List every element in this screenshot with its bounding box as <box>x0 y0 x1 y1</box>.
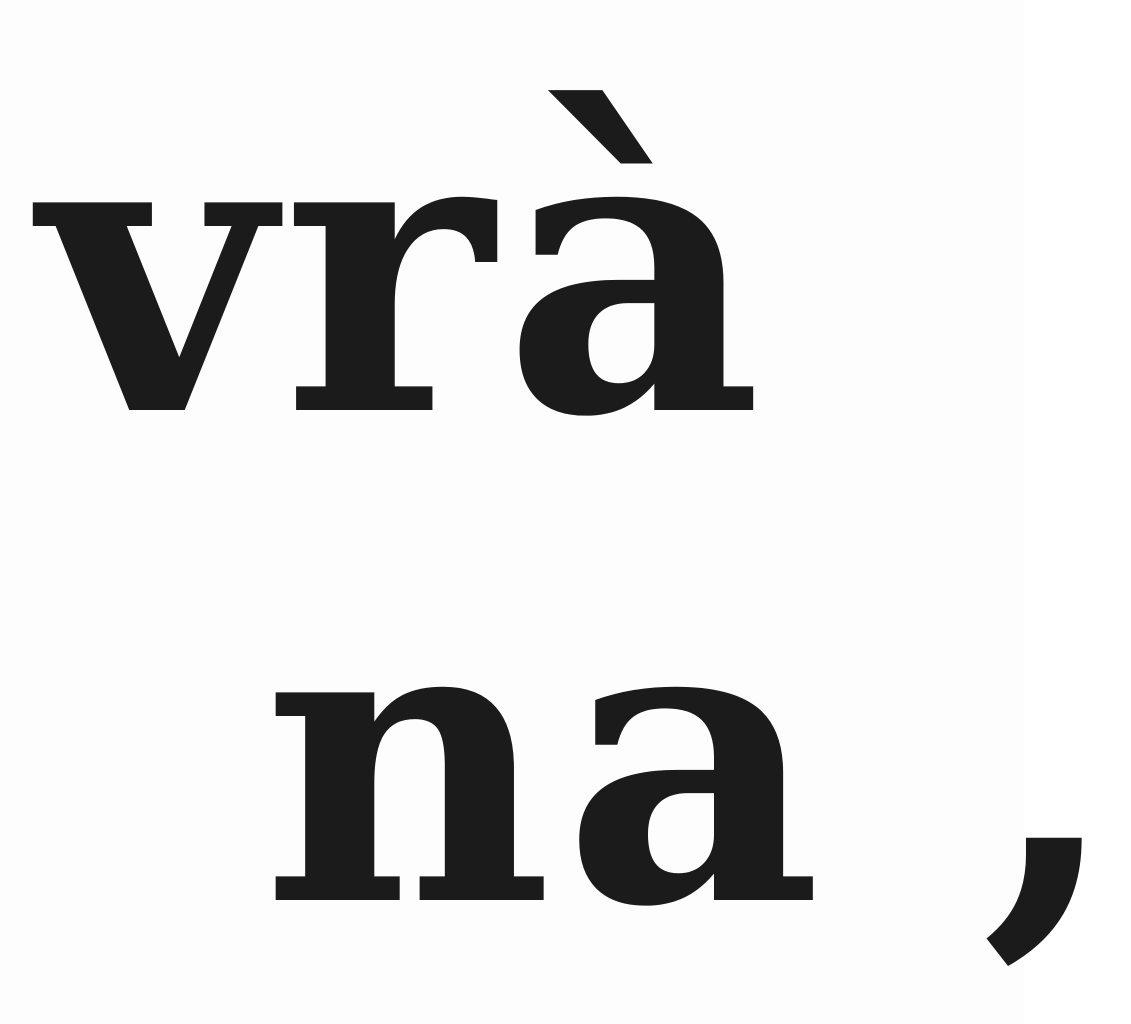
text-line-2: na , <box>262 525 1131 995</box>
text-line-1: vrà <box>40 35 773 505</box>
